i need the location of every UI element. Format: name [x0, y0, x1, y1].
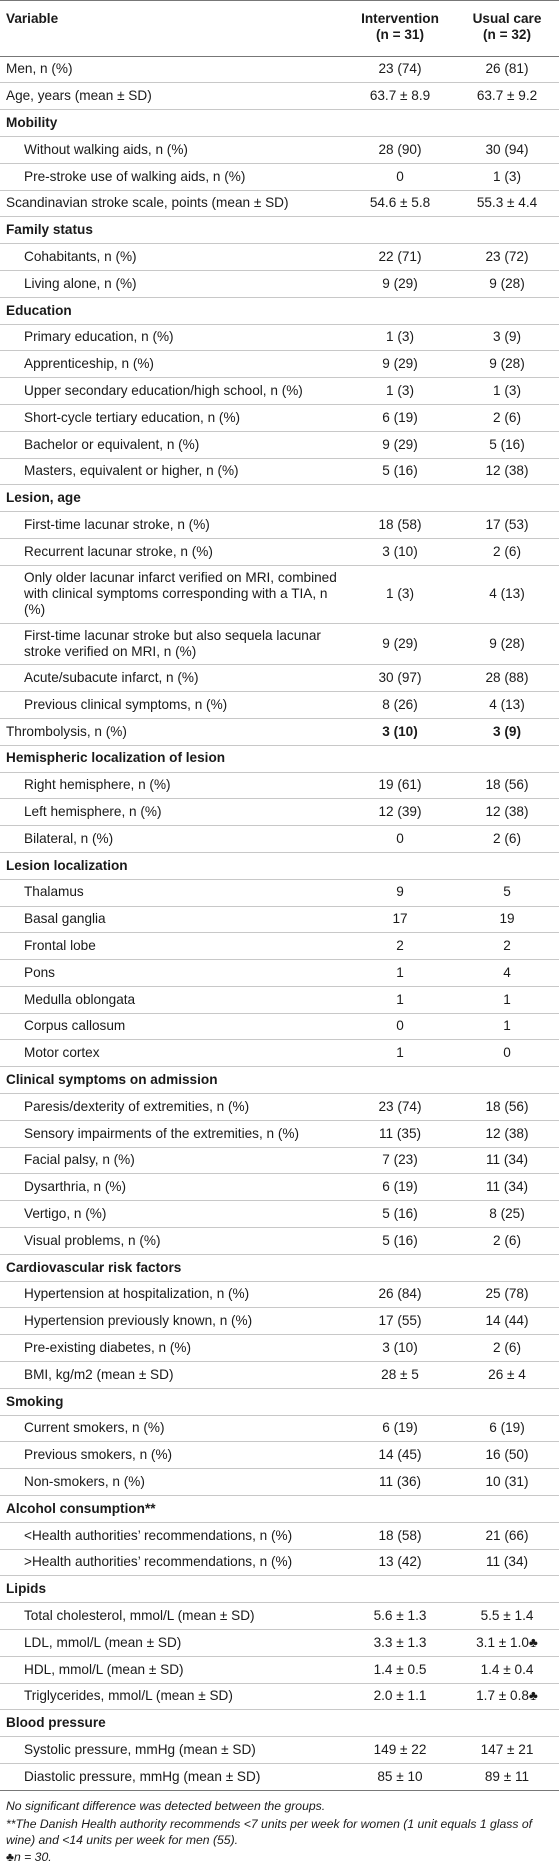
usual-care-cell: 1	[503, 1018, 511, 1034]
table-row	[0, 1603, 559, 1630]
usual-care-cell: 6 (19)	[489, 1420, 525, 1436]
usual-care-cell: 2 (6)	[493, 1232, 521, 1248]
table-row	[0, 83, 559, 110]
table-row	[0, 1550, 559, 1577]
table-row	[0, 351, 559, 378]
table-row	[0, 1416, 559, 1443]
variable-cell: Basal ganglia	[24, 911, 106, 927]
table-row	[0, 1228, 559, 1255]
usual-care-cell: 16 (50)	[485, 1447, 529, 1463]
usual-care-cell: 8 (25)	[489, 1206, 525, 1221]
section-row	[0, 110, 559, 137]
intervention-cell: 2	[396, 938, 404, 954]
variable-cell: BMI, kg/m2 (mean ± SD)	[24, 1366, 174, 1382]
section-row	[0, 1496, 559, 1523]
usual-care-cell: 1 (3)	[493, 168, 521, 184]
variable-cell: Lesion localization	[6, 857, 128, 873]
variable-cell: Masters, equivalent or higher, n (%)	[24, 463, 239, 479]
variable-cell: Triglycerides, mmol/L (mean ± SD)	[24, 1688, 233, 1704]
variable-cell: Pre-existing diabetes, n (%)	[24, 1339, 191, 1355]
variable-cell: Total cholesterol, mmol/L (mean ± SD)	[24, 1607, 255, 1623]
table-row	[0, 378, 559, 405]
table-row	[0, 1442, 559, 1469]
variable-cell: Dysarthria, n (%)	[24, 1179, 126, 1195]
usual-care-cell: 26 (81)	[485, 61, 529, 77]
intervention-cell: 1	[396, 1045, 404, 1061]
variable-cell: Right hemisphere, n (%)	[24, 777, 171, 793]
variable-cell: Thalamus	[24, 884, 84, 900]
variable-cell: Bachelor or equivalent, n (%)	[24, 436, 200, 452]
intervention-cell: 9 (29)	[382, 635, 418, 651]
usual-care-cell: 4 (13)	[489, 696, 525, 712]
header-intervention-label: Intervention	[361, 11, 439, 26]
usual-care-cell: 9 (28)	[489, 356, 525, 372]
variable-cell: Motor cortex	[24, 1045, 100, 1061]
table-row	[0, 432, 559, 459]
usual-care-cell: 1 (3)	[493, 382, 521, 398]
variable-cell: Without walking aids, n (%)	[24, 141, 188, 157]
usual-care-cell: 1.7 ± 0.8♣	[476, 1688, 538, 1704]
intervention-cell: 13 (42)	[378, 1554, 422, 1570]
table-row	[0, 1094, 559, 1121]
table-row	[0, 907, 559, 934]
variable-cell: Medulla oblongata	[24, 991, 136, 1007]
header-usual-care	[455, 11, 559, 44]
table-row	[0, 1282, 559, 1309]
table-row	[0, 1148, 559, 1175]
intervention-cell: 18 (58)	[378, 1527, 422, 1543]
variable-cell: Recurrent lacunar stroke, n (%)	[24, 543, 213, 559]
variable-cell: Corpus callosum	[24, 1018, 126, 1034]
table-row	[0, 271, 559, 298]
usual-care-cell: 12 (38)	[485, 804, 529, 820]
table-row	[0, 826, 559, 853]
variable-cell: Smoking	[6, 1393, 64, 1409]
table-row	[0, 191, 559, 218]
usual-care-cell: 55.3 ± 4.4	[476, 195, 538, 211]
intervention-cell: 1.4 ± 0.5	[373, 1661, 427, 1677]
table-row	[0, 1308, 559, 1335]
table-row	[0, 1362, 559, 1389]
section-row	[0, 298, 559, 325]
table-row	[0, 1174, 559, 1201]
variable-cell: Apprenticeship, n (%)	[24, 356, 154, 372]
usual-care-cell: 14 (44)	[485, 1313, 529, 1329]
intervention-cell: 1	[396, 991, 404, 1007]
intervention-cell: 9 (29)	[382, 275, 418, 291]
usual-care-cell: 19	[499, 911, 515, 927]
intervention-cell: 7 (23)	[382, 1152, 418, 1168]
table-row	[0, 459, 559, 486]
usual-care-cell: 11 (34)	[485, 1554, 529, 1570]
usual-care-cell: 147 ± 21	[480, 1741, 534, 1757]
variable-cell: Previous clinical symptoms, n (%)	[24, 696, 228, 712]
table-row	[0, 1014, 559, 1041]
intervention-cell: 17	[392, 911, 408, 927]
intervention-cell: 23 (74)	[378, 1098, 422, 1114]
header-usual-care-label: Usual care	[472, 11, 542, 26]
footnote-n30: ♣n = 30.	[6, 1850, 52, 1865]
intervention-cell: 9 (29)	[382, 436, 418, 452]
variable-cell: Short-cycle tertiary education, n (%)	[24, 409, 241, 425]
footnote-alcohol: **The Danish Health authority recommends <7 units per week for women (1 unit equals 1 glass of wine) and <14 units per week for men (55).	[6, 1816, 533, 1847]
table-row	[0, 880, 559, 907]
intervention-cell: 6 (19)	[382, 1420, 418, 1436]
intervention-cell: 28 (90)	[378, 141, 422, 157]
intervention-cell: 17 (55)	[378, 1313, 422, 1329]
table-row	[0, 799, 559, 826]
usual-care-cell: 12 (38)	[485, 1125, 529, 1141]
variable-cell: Cardiovascular risk factors	[6, 1259, 182, 1275]
usual-care-cell: 2 (6)	[493, 1339, 521, 1355]
variable-cell: Age, years (mean ± SD)	[6, 88, 152, 104]
intervention-cell: 5 (16)	[382, 1206, 418, 1221]
usual-care-cell: 2 (6)	[493, 409, 521, 425]
table-row	[0, 1630, 559, 1657]
intervention-cell: 2.0 ± 1.1	[373, 1688, 427, 1704]
usual-care-cell: 17 (53)	[485, 516, 529, 532]
section-row	[0, 1255, 559, 1282]
usual-care-cell: 30 (94)	[485, 141, 529, 157]
intervention-cell: 1 (3)	[386, 329, 414, 345]
table-row	[0, 692, 559, 719]
variable-cell: Blood pressure	[6, 1715, 106, 1731]
variable-cell: Acute/subacute infarct, n (%)	[24, 670, 199, 686]
table-header	[0, 0, 559, 57]
table-row	[0, 1657, 559, 1684]
usual-care-cell: 1.4 ± 0.4	[480, 1661, 534, 1677]
table-row	[0, 164, 559, 191]
intervention-cell: 1	[396, 964, 404, 980]
usual-care-cell: 23 (72)	[485, 248, 529, 264]
variable-cell: Sensory impairments of the extremities, n (%)	[24, 1125, 299, 1141]
table-row	[0, 512, 559, 539]
variable-cell: Alcohol consumption**	[6, 1500, 156, 1516]
usual-care-cell: 0	[503, 1045, 511, 1061]
header-usual-care-n: (n = 32)	[483, 27, 531, 43]
variable-cell: Scandinavian stroke scale, points (mean ± SD)	[6, 195, 289, 211]
variable-cell: Frontal lobe	[24, 938, 96, 954]
variable-cell: Clinical symptoms on admission	[6, 1072, 218, 1088]
intervention-cell: 26 (84)	[378, 1286, 422, 1302]
variable-cell: Only older lacunar infarct verified on MRI, combined with clinical symptoms corresponding with a TIA, n (%)	[24, 569, 337, 618]
variable-cell: Current smokers, n (%)	[24, 1420, 165, 1436]
intervention-cell: 5 (16)	[382, 463, 418, 479]
variable-cell: Living alone, n (%)	[24, 275, 137, 291]
variable-cell: >Health authorities’ recommendations, n (%)	[24, 1554, 293, 1570]
variable-cell: Primary education, n (%)	[24, 329, 174, 345]
header-variable: Variable	[6, 11, 59, 26]
variable-cell: Thrombolysis, n (%)	[6, 723, 127, 739]
usual-care-cell: 5 (16)	[489, 436, 525, 452]
intervention-cell: 19 (61)	[378, 777, 422, 793]
intervention-cell: 3 (10)	[382, 1339, 418, 1355]
intervention-cell: 0	[396, 830, 404, 846]
variable-cell: First-time lacunar stroke but also sequela lacunar stroke verified on MRI, n (%)	[24, 627, 321, 660]
intervention-cell: 1 (3)	[386, 586, 414, 602]
variable-cell: Vertigo, n (%)	[24, 1206, 107, 1221]
intervention-cell: 9 (29)	[382, 356, 418, 372]
table-row	[0, 539, 559, 566]
usual-care-cell: 26 ± 4	[488, 1366, 526, 1382]
variable-cell: Left hemisphere, n (%)	[24, 804, 162, 820]
usual-care-cell: 18 (56)	[485, 1098, 529, 1114]
intervention-cell: 3 (10)	[382, 723, 418, 739]
intervention-cell: 12 (39)	[378, 804, 422, 820]
intervention-cell: 5.6 ± 1.3	[373, 1607, 427, 1623]
variable-cell: Facial palsy, n (%)	[24, 1152, 135, 1168]
variable-cell: Non-smokers, n (%)	[24, 1473, 145, 1489]
usual-care-cell: 2 (6)	[493, 830, 521, 846]
variable-cell: Visual problems, n (%)	[24, 1232, 161, 1248]
variable-cell: Lesion, age	[6, 490, 81, 506]
section-row	[0, 217, 559, 244]
usual-care-cell: 10 (31)	[485, 1473, 529, 1489]
intervention-cell: 30 (97)	[378, 670, 422, 686]
intervention-cell: 0	[396, 168, 404, 184]
intervention-cell: 1 (3)	[386, 382, 414, 398]
table-row	[0, 665, 559, 692]
table-row	[0, 566, 559, 624]
table-row	[0, 137, 559, 164]
variable-cell: Education	[6, 302, 72, 318]
table-row	[0, 1469, 559, 1496]
intervention-cell: 3.3 ± 1.3	[373, 1634, 427, 1650]
variable-cell: Diastolic pressure, mmHg (mean ± SD)	[24, 1768, 261, 1784]
usual-care-cell: 63.7 ± 9.2	[476, 88, 538, 104]
usual-care-cell: 89 ± 11	[484, 1768, 530, 1784]
table-row	[0, 960, 559, 987]
variable-cell: Paresis/dexterity of extremities, n (%)	[24, 1098, 250, 1114]
variable-cell: Men, n (%)	[6, 61, 73, 77]
table-row	[0, 1201, 559, 1228]
table-row	[0, 325, 559, 352]
usual-care-cell: 9 (28)	[489, 275, 525, 291]
table-row	[0, 1040, 559, 1067]
header-intervention	[345, 11, 455, 44]
variable-cell: Lipids	[6, 1581, 47, 1597]
usual-care-cell: 2	[503, 938, 511, 954]
intervention-cell: 18 (58)	[378, 516, 422, 532]
variable-cell: Hypertension previously known, n (%)	[24, 1313, 253, 1329]
variable-cell: Previous smokers, n (%)	[24, 1447, 173, 1463]
table-row	[0, 57, 559, 84]
section-row	[0, 1576, 559, 1603]
intervention-cell: 5 (16)	[382, 1232, 418, 1248]
usual-care-cell: 4 (13)	[489, 586, 525, 602]
intervention-cell: 8 (26)	[382, 696, 418, 712]
usual-care-cell: 5.5 ± 1.4	[480, 1607, 534, 1623]
table-row	[0, 987, 559, 1014]
usual-care-cell: 3 (9)	[493, 723, 521, 739]
table-footnotes	[0, 1791, 559, 1866]
header-intervention-n: (n = 31)	[376, 27, 424, 43]
section-row	[0, 1389, 559, 1416]
intervention-cell: 23 (74)	[378, 61, 422, 77]
table-body	[0, 57, 559, 1791]
usual-care-cell: 4	[503, 964, 511, 980]
usual-care-cell: 12 (38)	[485, 463, 529, 479]
table-row	[0, 773, 559, 800]
section-row	[0, 485, 559, 512]
table-row	[0, 1684, 559, 1711]
section-row	[0, 746, 559, 773]
variable-cell: Pons	[24, 964, 55, 980]
variable-cell: Upper secondary education/high school, n (%)	[24, 382, 303, 398]
intervention-cell: 9	[396, 884, 404, 900]
section-row	[0, 1710, 559, 1737]
table-row	[0, 1121, 559, 1148]
intervention-cell: 0	[396, 1018, 404, 1034]
usual-care-cell: 1	[503, 991, 511, 1007]
usual-care-cell: 11 (34)	[485, 1179, 529, 1195]
usual-care-cell: 25 (78)	[485, 1286, 529, 1302]
table-row	[0, 1523, 559, 1550]
variable-cell: Systolic pressure, mmHg (mean ± SD)	[24, 1741, 256, 1757]
intervention-cell: 11 (36)	[378, 1473, 422, 1489]
intervention-cell: 11 (35)	[378, 1125, 422, 1141]
usual-care-cell: 2 (6)	[493, 543, 521, 559]
intervention-cell: 54.6 ± 5.8	[369, 195, 431, 211]
table-row	[0, 933, 559, 960]
usual-care-cell: 3 (9)	[493, 329, 521, 345]
table-row	[0, 244, 559, 271]
usual-care-cell: 21 (66)	[485, 1527, 529, 1543]
table-row	[0, 1335, 559, 1362]
table-row	[0, 1737, 559, 1764]
intervention-cell: 85 ± 10	[377, 1768, 423, 1784]
variable-cell: <Health authorities’ recommendations, n (%)	[24, 1527, 293, 1543]
variable-cell: LDL, mmol/L (mean ± SD)	[24, 1634, 182, 1650]
usual-care-cell: 18 (56)	[485, 777, 529, 793]
usual-care-cell: 3.1 ± 1.0♣	[476, 1634, 538, 1650]
variable-cell: First-time lacunar stroke, n (%)	[24, 516, 210, 532]
table-row	[0, 624, 559, 666]
footnote-no-difference: No significant difference was detected between the groups.	[6, 1798, 326, 1813]
intervention-cell: 6 (19)	[382, 409, 418, 425]
intervention-cell: 28 ± 5	[381, 1366, 419, 1382]
intervention-cell: 6 (19)	[382, 1179, 418, 1195]
table-row	[0, 1764, 559, 1791]
variable-cell: Pre-stroke use of walking aids, n (%)	[24, 168, 246, 184]
usual-care-cell: 9 (28)	[489, 635, 525, 651]
intervention-cell: 149 ± 22	[373, 1741, 427, 1757]
variable-cell: Cohabitants, n (%)	[24, 248, 137, 264]
intervention-cell: 14 (45)	[378, 1447, 422, 1463]
variable-cell: Family status	[6, 222, 93, 238]
usual-care-cell: 5	[503, 884, 511, 900]
intervention-cell: 3 (10)	[382, 543, 418, 559]
variable-cell: Bilateral, n (%)	[24, 830, 114, 846]
table-row	[0, 405, 559, 432]
intervention-cell: 63.7 ± 8.9	[369, 88, 431, 104]
variable-cell: Hypertension at hospitalization, n (%)	[24, 1286, 250, 1302]
table-row	[0, 719, 559, 746]
variable-cell: HDL, mmol/L (mean ± SD)	[24, 1661, 184, 1677]
usual-care-cell: 11 (34)	[485, 1152, 529, 1168]
variable-cell: Mobility	[6, 114, 58, 130]
intervention-cell: 22 (71)	[378, 248, 422, 264]
usual-care-cell: 28 (88)	[485, 670, 529, 686]
variable-cell: Hemispheric localization of lesion	[6, 750, 226, 766]
section-row	[0, 853, 559, 880]
section-row	[0, 1067, 559, 1094]
